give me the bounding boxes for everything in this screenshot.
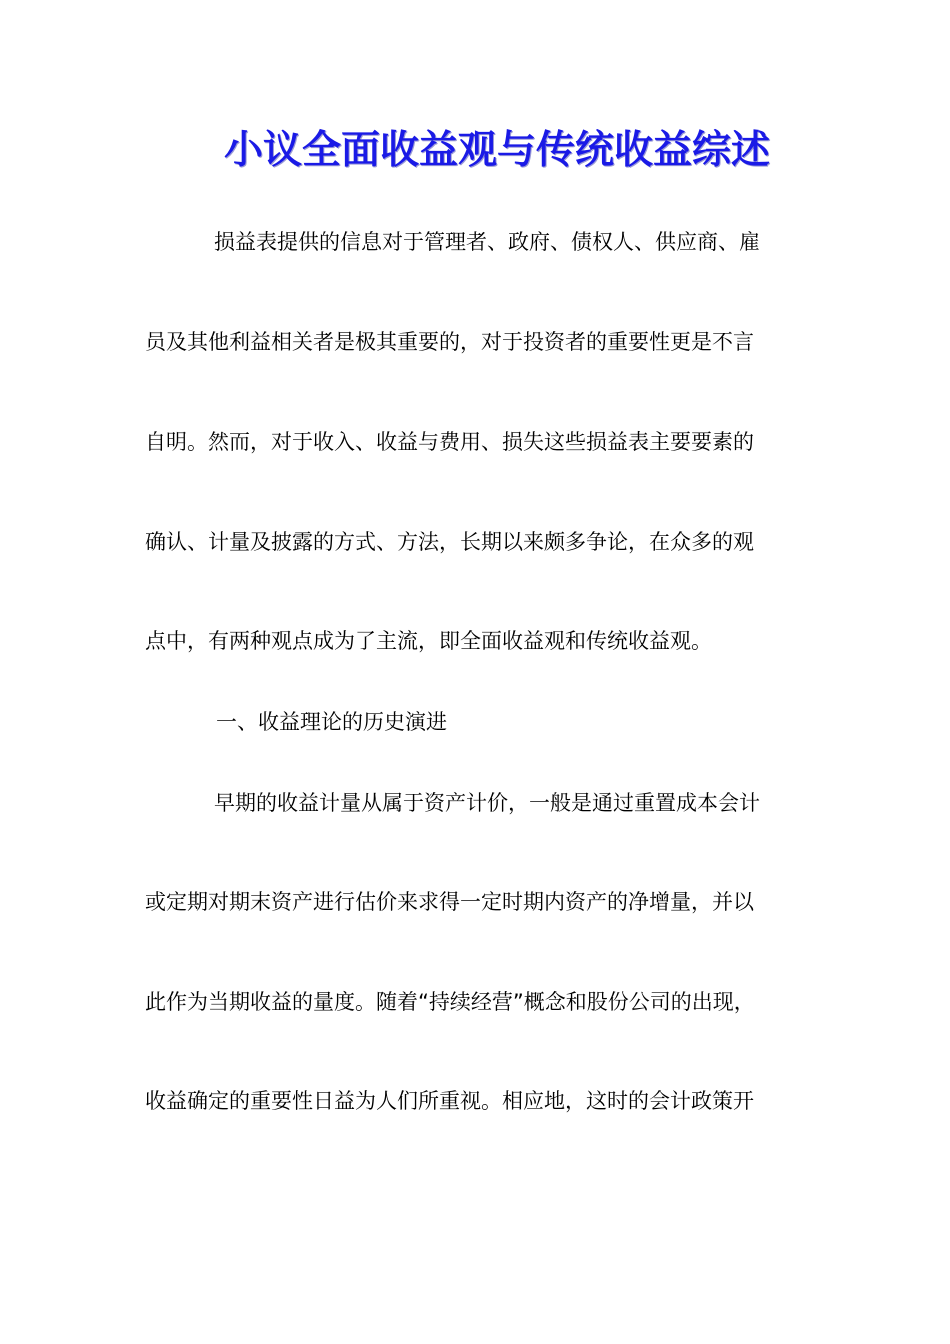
paragraph-line: 此作为当期收益的量度。随着“持续经营”概念和股份公司的出现， <box>145 990 755 1014</box>
paragraph-line: 确认、计量及披露的方式、方法，长期以来颇多争论，在众多的观 <box>145 530 754 554</box>
paragraph-line: 或定期对期末资产进行估价来求得一定时期内资产的净增量，并以 <box>145 890 754 914</box>
paragraph-line: 员及其他利益相关者是极其重要的，对于投资者的重要性更是不言 <box>145 330 754 354</box>
paragraph-line: 早期的收益计量从属于资产计价，一般是通过重置成本会计 <box>214 791 760 815</box>
section-heading: 一、收益理论的历史演进 <box>216 710 447 734</box>
paragraph-line: 点中，有两种观点成为了主流，即全面收益观和传统收益观。 <box>145 629 712 653</box>
paragraph-line: 收益确定的重要性日益为人们所重视。相应地，这时的会计政策开 <box>145 1089 754 1113</box>
paragraph-line: 损益表提供的信息对于管理者、政府、债权人、供应商、雇 <box>214 230 760 254</box>
document-title: 小议全面收益观与传统收益综述 <box>223 127 770 173</box>
paragraph-line: 自明。然而，对于收入、收益与费用、损失这些损益表主要要素的 <box>145 430 754 454</box>
